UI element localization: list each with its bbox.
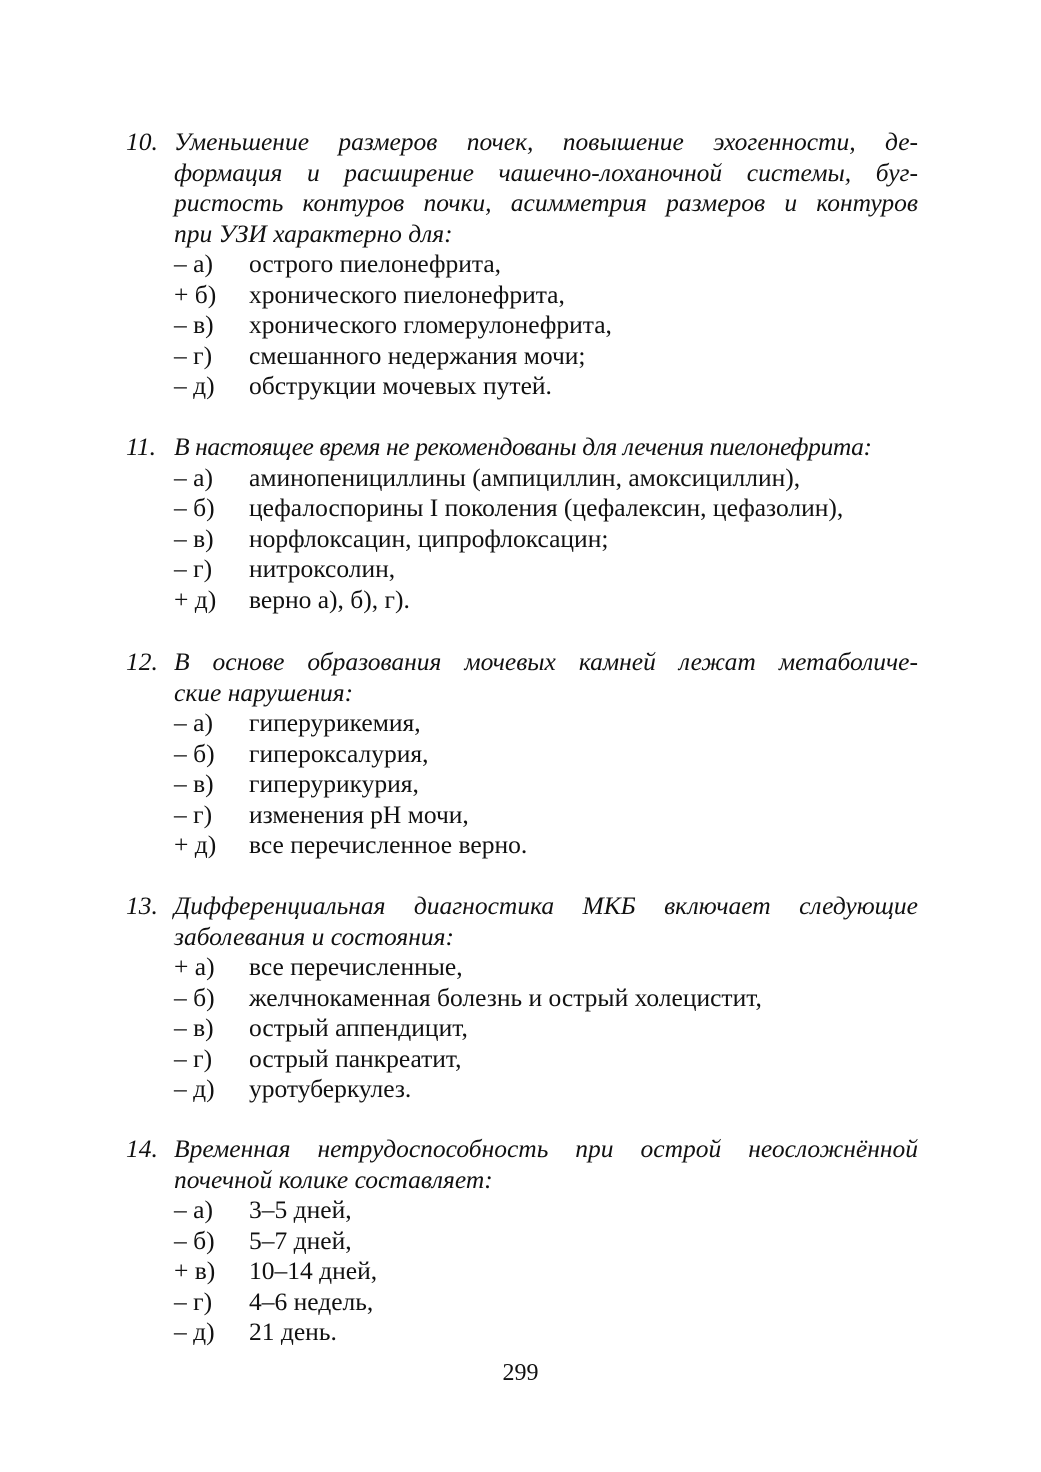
answer-option xyxy=(174,1044,918,1075)
question-text-line: В настоящее время не рекомендованы для лечения пиелонефрита: xyxy=(174,432,872,461)
option-mark: – г) xyxy=(174,1043,213,1073)
option-mark: – в) xyxy=(174,1013,214,1042)
option-mark: – д) xyxy=(174,371,215,400)
question-text-line: Временная нетрудоспособность при острой неосложнённой xyxy=(174,1134,918,1163)
answer-option xyxy=(174,1226,918,1257)
answer-options xyxy=(174,708,918,861)
option-text: острый аппендицит, xyxy=(249,1013,468,1042)
question-heading xyxy=(126,1134,918,1195)
question-11 xyxy=(126,432,946,615)
option-mark: – а) xyxy=(174,462,213,492)
question-14 xyxy=(126,1134,918,1348)
option-text: изменения pH мочи, xyxy=(249,799,469,829)
answer-option xyxy=(174,280,918,311)
answer-option xyxy=(174,341,918,372)
option-mark: – в) xyxy=(174,310,214,339)
option-text: смешанного недержания мочи; xyxy=(249,340,586,370)
option-text: острого пиелонефрита, xyxy=(249,249,502,278)
option-text: уротуберкулез. xyxy=(249,1074,412,1103)
option-text: обструкции мочевых путей. xyxy=(249,371,552,400)
answer-option xyxy=(174,952,918,983)
answer-option xyxy=(174,739,918,770)
option-mark: – б) xyxy=(174,493,215,522)
option-mark: – б) xyxy=(174,738,215,768)
option-text: 3–5 дней, xyxy=(249,1195,352,1224)
question-heading xyxy=(126,891,918,952)
option-text: нитроксолин, xyxy=(249,554,396,583)
question-text-line: ристость контуров почки, асимметрия размеров и контуров xyxy=(174,188,918,217)
option-text: 4–6 недель, xyxy=(249,1286,374,1316)
answer-option xyxy=(174,1287,918,1318)
answer-option xyxy=(174,310,918,341)
answer-option xyxy=(174,1074,918,1105)
question-number: 10. xyxy=(126,127,158,156)
option-text: 21 день. xyxy=(249,1317,337,1346)
answer-options xyxy=(174,1195,918,1348)
answer-option xyxy=(174,1256,918,1287)
option-text: 5–7 дней, xyxy=(249,1225,352,1255)
question-number: 13. xyxy=(126,891,158,920)
answer-option xyxy=(174,800,918,831)
option-mark: – б) xyxy=(174,1225,215,1255)
question-13 xyxy=(126,891,918,1105)
option-mark: – а) xyxy=(174,708,213,737)
answer-options xyxy=(174,952,918,1105)
option-mark: – г) xyxy=(174,554,213,583)
option-mark: – г) xyxy=(174,1286,213,1316)
option-text: верно а), б), г). xyxy=(249,584,410,614)
option-mark: – б) xyxy=(174,982,215,1012)
option-text: желчнокаменная болезнь и острый холецистит, xyxy=(249,982,762,1012)
option-text: 10–14 дней, xyxy=(249,1256,378,1285)
answer-options xyxy=(174,463,946,616)
answer-option xyxy=(174,983,918,1014)
question-number: 14. xyxy=(126,1134,158,1163)
option-mark: – г) xyxy=(174,340,213,370)
question-heading xyxy=(126,127,918,249)
option-mark: – а) xyxy=(174,1195,213,1224)
option-mark: + а) xyxy=(174,952,215,981)
answer-option xyxy=(174,585,946,616)
option-mark: + б) xyxy=(174,279,217,309)
answer-option xyxy=(174,249,918,280)
option-mark: + д) xyxy=(174,584,217,614)
option-text: норфлоксацин, ципрофлоксацин; xyxy=(249,523,609,553)
question-heading xyxy=(126,647,918,708)
option-text: хронического пиелонефрита, xyxy=(249,279,565,309)
question-text-line: формация и расширение чашечно-лоханочной системы, буг- xyxy=(174,157,918,187)
answer-option xyxy=(174,493,946,524)
answer-option xyxy=(174,1013,918,1044)
question-text-line: Дифференциальная диагностика МКБ включает следующие xyxy=(174,891,918,920)
option-mark: – д) xyxy=(174,1317,215,1346)
option-text: гиперурикемия, xyxy=(249,708,421,737)
answer-option xyxy=(174,463,946,494)
option-mark: – в) xyxy=(174,523,214,553)
answer-option xyxy=(174,708,918,739)
option-text: все перечисленные, xyxy=(249,952,463,981)
option-text: острый панкреатит, xyxy=(249,1043,462,1073)
option-text: аминопенициллины (ампициллин, амоксициллин), xyxy=(249,462,801,492)
question-12 xyxy=(126,647,918,861)
question-heading xyxy=(126,432,946,463)
answer-option xyxy=(174,830,918,861)
question-number: 11. xyxy=(126,432,156,461)
question-text-line: почечной колике составляет: xyxy=(174,1164,493,1194)
option-text: хронического гломерулонефрита, xyxy=(249,310,612,339)
question-text-line: при УЗИ характерно для: xyxy=(174,218,453,248)
question-number: 12. xyxy=(126,647,158,676)
answer-option xyxy=(174,371,918,402)
answer-option xyxy=(174,769,918,800)
option-mark: + в) xyxy=(174,1256,216,1285)
answer-option xyxy=(174,1195,918,1226)
option-text: цефалоспорины I поколения (цефалексин, цефазолин), xyxy=(249,493,844,522)
option-text: гипероксалурия, xyxy=(249,738,429,768)
option-text: гиперурикурия, xyxy=(249,769,419,798)
answer-options xyxy=(174,249,918,402)
answer-option xyxy=(174,524,946,555)
answer-option xyxy=(174,554,946,585)
option-text: все перечисленное верно. xyxy=(249,830,528,859)
option-mark: – в) xyxy=(174,769,214,798)
question-text-line: В основе образования мочевых камней лежат метаболиче- xyxy=(174,647,918,676)
page-number: 299 xyxy=(502,1360,539,1386)
option-mark: – а) xyxy=(174,249,213,278)
answer-option xyxy=(174,1317,918,1348)
option-mark: – д) xyxy=(174,1074,215,1103)
question-text-line: Уменьшение размеров почек, повышение эхогенности, де- xyxy=(174,127,918,156)
option-mark: – г) xyxy=(174,799,213,829)
question-text-line: заболевания и состояния: xyxy=(174,921,454,951)
question-text-line: ские нарушения: xyxy=(174,677,354,707)
option-mark: + д) xyxy=(174,830,217,859)
question-10 xyxy=(126,127,918,402)
